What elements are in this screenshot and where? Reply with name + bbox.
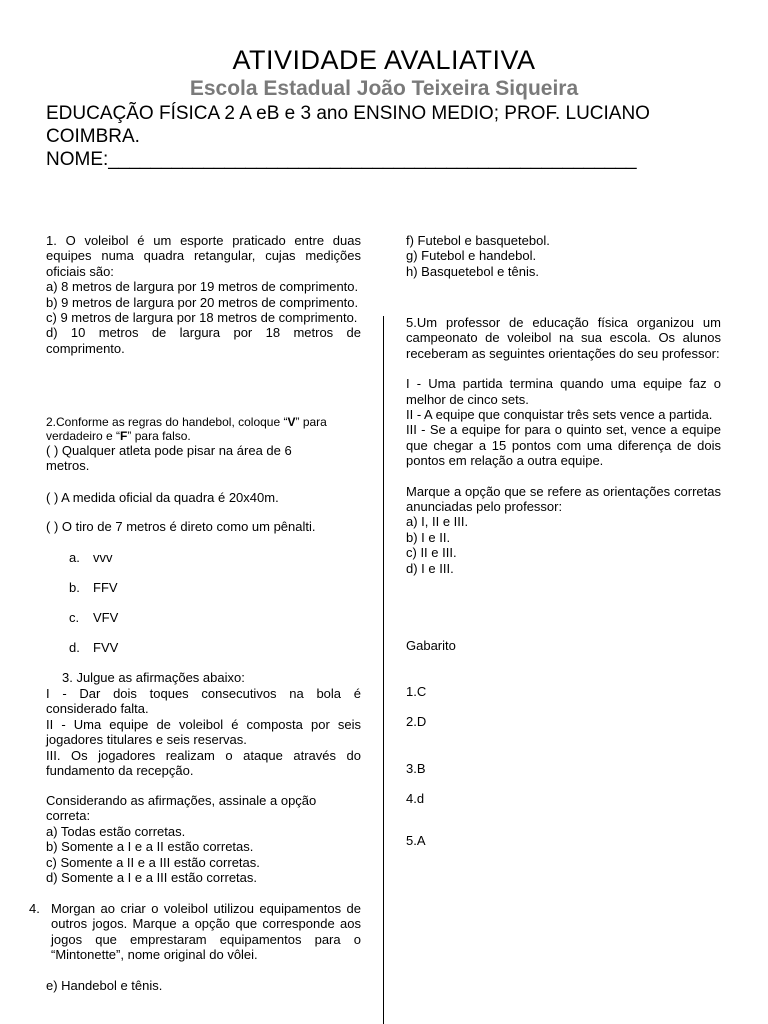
q2-stem-v: V	[287, 415, 296, 429]
q2-option-b	[69, 580, 118, 595]
question-3-statements	[46, 686, 361, 778]
q2-option-text: vvv	[93, 550, 113, 565]
q2-option-d	[69, 640, 118, 655]
q2-stem	[46, 415, 361, 443]
q3-option-a: a) Todas estão corretas.	[46, 823, 186, 839]
question-4-continued	[406, 233, 721, 279]
q1-stem: 1. O voleibol é um esporte praticado entre duas equipes numa quadra retangular, cujas medições oficiais são:	[46, 233, 361, 279]
q2-option-letter: a.	[69, 550, 80, 565]
question-4	[29, 901, 361, 963]
q3-prompt: Considerando as afirmações, assinale a opção correta:	[46, 793, 317, 824]
q2-option-letter: d.	[69, 640, 80, 655]
q2-item-2: ( ) A medida oficial da quadra é 20x40m.	[46, 490, 279, 505]
q2-stem-part3: ” para falso.	[127, 429, 191, 443]
name-blank-line: __________________________________________________	[108, 149, 637, 170]
q4-option-f: f) Futebol e basquetebol.	[406, 233, 550, 248]
school-name: Escola Estadual João Teixeira Siqueira	[189, 77, 579, 100]
course-line-2: COIMBRA.	[46, 126, 140, 147]
q4-option-g: g) Futebol e handebol.	[406, 248, 537, 264]
q5-option-c: c) II e III.	[406, 545, 457, 561]
q3-stem: 3. Julgue as afirmações abaixo:	[62, 670, 245, 685]
q2-option-text: VFV	[93, 610, 119, 625]
q3-option-d: d) Somente a I e a III estão corretas.	[46, 870, 257, 886]
q1-option-d: d) 10 metros de largura por 18 metros de comprimento.	[46, 325, 361, 356]
q2-item-3: ( ) O tiro de 7 metros é direto como um pênalti.	[46, 519, 316, 534]
q2-option-text: FVV	[93, 640, 119, 655]
gabarito-answer-3: 3.B	[406, 761, 426, 776]
q5-option-a: a) I, II e III.	[406, 514, 469, 530]
gabarito-answer-5: 5.A	[406, 833, 426, 848]
q5-statement-i: I - Uma partida termina quando uma equipe faz o melhor de cinco sets.	[406, 376, 721, 407]
q3-option-b: b) Somente a I e a II estão corretas.	[46, 839, 254, 855]
q5-prompt: Marque a opção que se refere as orientações corretas anunciadas pelo professor:	[406, 483, 721, 515]
q3-option-c: c) Somente a II e a III estão corretas.	[46, 854, 260, 870]
gabarito-answer-1: 1.C	[406, 684, 427, 699]
q3-statement-i: I - Dar dois toques consecutivos na bola é considerado falta.	[46, 686, 361, 717]
course-line-1: EDUCAÇÃO FÍSICA 2 A eB e 3 ano ENSINO MEDIO; PROF. LUCIANO	[46, 103, 650, 124]
question-3-options	[46, 793, 361, 885]
question-1	[46, 233, 361, 356]
q1-option-c: c) 9 metros de largura por 18 metros de comprimento.	[46, 310, 358, 326]
q4-number: 4.	[29, 901, 40, 916]
q4-option-h: h) Basquetebol e tênis.	[406, 263, 539, 279]
q5-statement-ii: II - A equipe que conquistar três sets vence a partida.	[406, 407, 713, 423]
q1-option-a: a) 8 metros de largura por 19 metros de comprimento.	[46, 279, 359, 295]
name-field	[46, 148, 736, 171]
q5-option-b: b) I e II.	[406, 529, 451, 545]
q2-option-letter: b.	[69, 580, 80, 595]
q2-stem-part1: 2.Conforme as regras do handebol, coloque “	[46, 415, 288, 429]
name-label: NOME:	[46, 149, 109, 170]
gabarito-answer-2: 2.D	[406, 714, 427, 729]
q3-statement-iii: III. Os jogadores realizam o ataque através do fundamento da recepção.	[46, 747, 361, 779]
q2-option-c	[69, 610, 118, 625]
q2-option-text: FFV	[93, 580, 118, 595]
q1-option-b: b) 9 metros de largura por 20 metros de comprimento.	[46, 294, 359, 310]
q2-stem-f: F	[120, 429, 128, 443]
q2-stem-part2: ” para verdadeiro e “	[46, 415, 327, 443]
q4-stem: Morgan ao criar o voleibol utilizou equipamentos de outros jogos. Marque a opção que corresponde aos jogos que emprestaram equipamentos para o “Mintonette”, nome original do vôlei.	[51, 901, 361, 963]
page-title: ATIVIDADE AVALIATIVA	[232, 45, 536, 75]
q3-statement-ii: II - Uma equipe de voleibol é composta por seis jogadores titulares e seis reservas.	[46, 716, 361, 748]
q2-item-1: ( ) Qualquer atleta pode pisar na área de 6 metros.	[46, 443, 292, 474]
q2-option-a	[69, 550, 113, 565]
q4-option-e: e) Handebol e tênis.	[46, 978, 163, 993]
q5-statement-iii: III - Se a equipe for para o quinto set, vence a equipe que chegar a 15 pontos com uma diferença de dois pontos em relação a outra equipe.	[406, 422, 721, 469]
question-5	[406, 315, 721, 576]
gabarito-answer-4: 4.d	[406, 791, 425, 806]
q2-option-letter: c.	[69, 610, 80, 625]
column-divider	[383, 316, 384, 1024]
gabarito-label: Gabarito	[406, 638, 456, 653]
q5-stem: 5.Um professor de educação física organizou um campeonato de voleibol na sua escola. Os alunos receberam as seguintes orientações do seu professor:	[406, 315, 721, 361]
q5-option-d: d) I e III.	[406, 560, 454, 576]
